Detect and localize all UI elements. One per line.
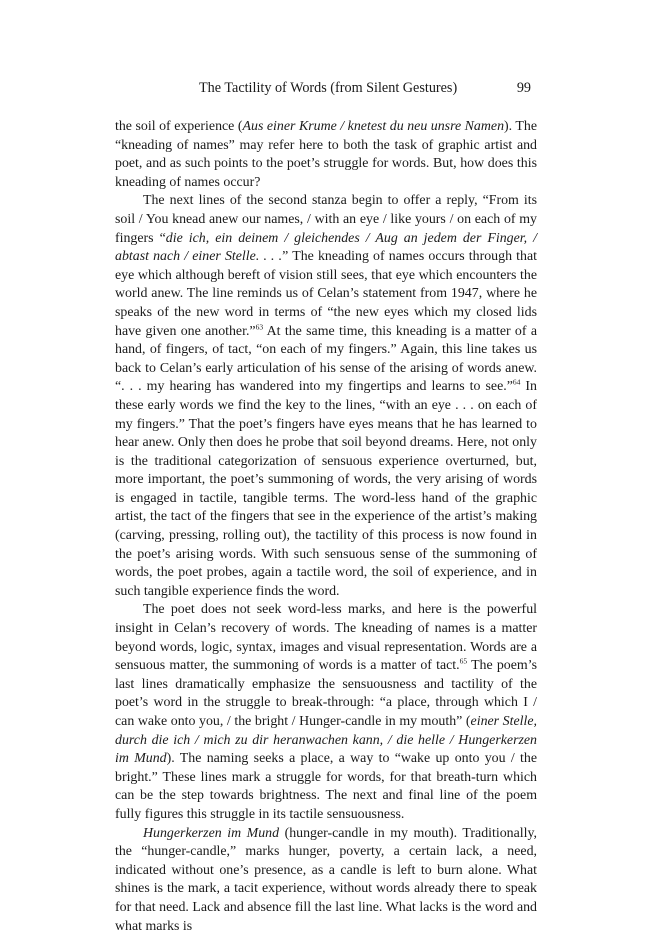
- text-segment: (hunger-candle in my mouth). Traditionally, the “hunger-candle,” marks hunger, poverty, a certain lack, a need, indicated without one’s presence, as a candle is left to burn alone. What shines is the mark, a tacit experience, without words already there to speak for that need. Lack and absence fill the last line. What lacks is the word and what marks is: [115, 825, 538, 934]
- text-segment: In these early words we find the key to the lines, “with an eye . . . on each of my fingers.” That the poet’s fingers have eyes means that he has learned to hear anew. Only then does he probe that soil beyond dreams. Here, not only is the traditional categorization of sensuous experience overturned, but, more important, the poet’s summoning of words, the very arising of words is engaged in tactile, tangible terms. The word-less hand of the graphic artist, the tact of the fingers that see in the experience of the artist’s making (carving, pressing, rolling out), the tactility of this process is now found in the poet’s arising words. With such sensuous sense of the summoning of words, the poet probes, again a tactile word, the soil of experience, and in such tangible experience finds the word.: [115, 379, 537, 599]
- page-number: 99: [516, 80, 531, 96]
- footnote-reference: 65: [459, 656, 468, 666]
- italic-quotation: Aus einer Krume / knetest du neu unsre Namen: [242, 119, 505, 134]
- footnote-reference: 64: [512, 377, 521, 387]
- text-segment: The poet does not seek word-less marks, and here is the powerful insight in Celan’s recovery of words. The kneading of names is a matter beyond words, logic, syntax, images and visual representation. Words are a sensuous matter, the summoning of words is a matter of tact.: [115, 602, 537, 674]
- running-head: [115, 78, 537, 100]
- text-segment: At the same time, this kneading is a matter of a hand, of fingers, of tact, “on each of my fingers.” Again, this line takes us back to Celan’s early articulation of his sense of the arising of words anew. “. . . my hearing has wandered into my fingertips and learns to see.”: [115, 323, 537, 395]
- text-segment: ). The “kneading of names” may refer here to both the task of graphic artist and poet, and as such points to the poet’s struggle for words. But, how does this kneading of names occur?: [115, 119, 538, 190]
- paragraph: [115, 118, 537, 192]
- paragraph: [115, 601, 537, 824]
- text-segment: the soil of experience (: [115, 119, 243, 134]
- paragraph: [115, 192, 537, 601]
- text-segment: The poem’s last lines dramatically emphasize the sensuousness and tactility of the poet’s word in the struggle to break-through: “a place, through which I / can wake onto you, / the bright / Hunger-candle in my mouth” (: [115, 658, 537, 729]
- text-segment: ” The kneading of names occurs through that eye which although bereft of vision still sees, that eye which encounters the world anew. The line reminds us of Celan’s statement from 1947, where he speaks of the new word in terms of “the new eyes which my closed lids have given one another.”: [115, 249, 537, 339]
- book-page: [115, 78, 537, 936]
- footnote-reference: 63: [255, 321, 264, 331]
- paragraph: [115, 825, 537, 936]
- text-segment: ). The naming seeks a place, a way to “wake up onto you / the bright.” These lines mark a struggle for words, for that breath-turn which can be the step towards brightness. The next and final line of the poem fully figures this struggle in its tactile sensuousness.: [115, 751, 537, 822]
- italic-quotation: einer Stelle, durch die ich / mich zu dir heranwachen kann, / die helle / Hungerkerzen im Mund: [115, 714, 537, 767]
- running-title: The Tactility of Words (from Silent Gestures): [199, 80, 458, 96]
- italic-quotation: Hungerkerzen im Mund: [143, 825, 280, 841]
- text-segment: The next lines of the second stanza begin to offer a reply, “From its soil / You knead anew our names, / with an eye / like yours / on each of my fingers “: [115, 193, 537, 246]
- body-text: [115, 118, 537, 936]
- italic-quotation: die ich, ein deinem / gleichendes / Aug an jedem der Finger, / abtast nach / einer Stelle. . . .: [115, 230, 538, 265]
